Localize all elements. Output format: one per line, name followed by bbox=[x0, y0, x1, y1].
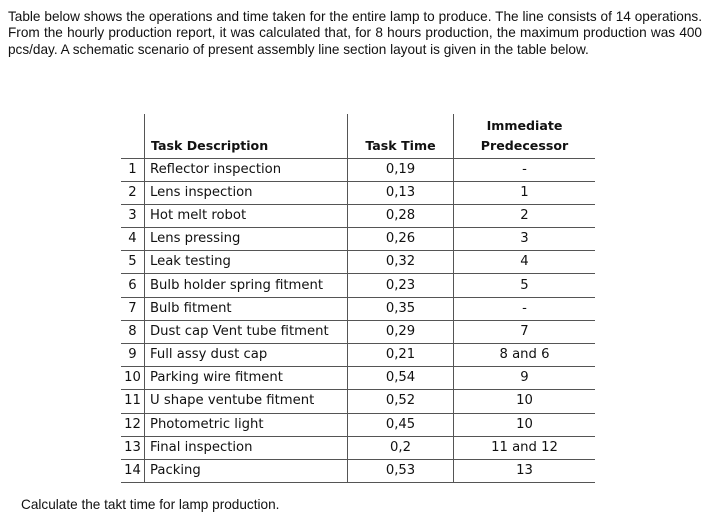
task-description-cell: Bulb holder spring fitment bbox=[145, 274, 348, 297]
task-number-cell: 13 bbox=[121, 436, 145, 459]
task-number-cell: 4 bbox=[121, 228, 145, 251]
task-number-cell: 12 bbox=[121, 413, 145, 436]
task-description-cell: Dust cap Vent tube fitment bbox=[145, 320, 348, 343]
table-row bbox=[121, 158, 595, 181]
task-number-cell: 2 bbox=[121, 181, 145, 204]
table-row bbox=[121, 228, 595, 251]
header-predecessor-line2: Predecessor bbox=[480, 137, 569, 153]
predecessor-cell: 11 and 12 bbox=[454, 436, 596, 459]
predecessor-cell: 13 bbox=[454, 459, 596, 482]
task-number-cell: 7 bbox=[121, 297, 145, 320]
task-time-cell: 0,29 bbox=[348, 320, 454, 343]
task-description-cell: Full assy dust cap bbox=[145, 344, 348, 367]
table-row bbox=[121, 251, 595, 274]
task-time-cell: 0,21 bbox=[348, 344, 454, 367]
table-row bbox=[121, 413, 595, 436]
task-time-cell: 0,2 bbox=[348, 436, 454, 459]
table-row bbox=[121, 297, 595, 320]
predecessor-cell: 10 bbox=[454, 413, 596, 436]
task-time-cell: 0,23 bbox=[348, 274, 454, 297]
task-number-cell: 5 bbox=[121, 251, 145, 274]
predecessor-cell: 7 bbox=[454, 320, 596, 343]
task-time-cell: 0,45 bbox=[348, 413, 454, 436]
table-row bbox=[121, 344, 595, 367]
task-description-cell: Reflector inspection bbox=[145, 158, 348, 181]
table-row bbox=[121, 459, 595, 482]
header-task-description: Task Description bbox=[145, 114, 348, 158]
intro-paragraph: Table below shows the operations and time taken for the entire lamp to produce. The line consists of 14 operations. From the hourly production report, it was calculated that, for 8 hours production, the maximum production was 400 pcs/day. A schematic scenario of present assembly line section layout is given in the table below. bbox=[8, 9, 702, 57]
table-body bbox=[121, 158, 595, 483]
task-description-cell: Photometric light bbox=[145, 413, 348, 436]
predecessor-cell: 5 bbox=[454, 274, 596, 297]
predecessor-cell: 8 and 6 bbox=[454, 344, 596, 367]
predecessor-cell: 3 bbox=[454, 228, 596, 251]
table-header-row bbox=[121, 114, 595, 158]
header-task-time: Task Time bbox=[348, 114, 454, 158]
task-time-cell: 0,32 bbox=[348, 251, 454, 274]
task-number-cell: 1 bbox=[121, 158, 145, 181]
predecessor-cell: 10 bbox=[454, 390, 596, 413]
task-time-cell: 0,35 bbox=[348, 297, 454, 320]
header-predecessor-line1: Immediate bbox=[486, 117, 563, 133]
task-number-cell: 6 bbox=[121, 274, 145, 297]
table-row bbox=[121, 390, 595, 413]
task-time-cell: 0,26 bbox=[348, 228, 454, 251]
predecessor-cell: 9 bbox=[454, 367, 596, 390]
task-time-cell: 0,53 bbox=[348, 459, 454, 482]
predecessor-cell: - bbox=[454, 297, 596, 320]
question-text: Calculate the takt time for lamp production. bbox=[21, 497, 280, 512]
table-row bbox=[121, 320, 595, 343]
predecessor-cell: 4 bbox=[454, 251, 596, 274]
task-number-cell: 11 bbox=[121, 390, 145, 413]
table-row bbox=[121, 204, 595, 227]
task-number-cell: 10 bbox=[121, 367, 145, 390]
task-number-cell: 9 bbox=[121, 344, 145, 367]
task-description-cell: Hot melt robot bbox=[145, 204, 348, 227]
task-number-cell: 8 bbox=[121, 320, 145, 343]
task-description-cell: Parking wire fitment bbox=[145, 367, 348, 390]
task-description-cell: Lens pressing bbox=[145, 228, 348, 251]
predecessor-cell: 2 bbox=[454, 204, 596, 227]
task-description-cell: Packing bbox=[145, 459, 348, 482]
task-time-cell: 0,54 bbox=[348, 367, 454, 390]
task-description-cell: Final inspection bbox=[145, 436, 348, 459]
task-time-cell: 0,52 bbox=[348, 390, 454, 413]
task-number-cell: 14 bbox=[121, 459, 145, 482]
task-description-cell: Leak testing bbox=[145, 251, 348, 274]
task-description-cell: U shape ventube fitment bbox=[145, 390, 348, 413]
header-number bbox=[121, 114, 145, 158]
task-time-cell: 0,19 bbox=[348, 158, 454, 181]
task-table bbox=[121, 114, 595, 483]
table-row bbox=[121, 181, 595, 204]
predecessor-cell: 1 bbox=[454, 181, 596, 204]
table-row bbox=[121, 436, 595, 459]
predecessor-cell: - bbox=[454, 158, 596, 181]
task-description-cell: Lens inspection bbox=[145, 181, 348, 204]
task-description-cell: Bulb fitment bbox=[145, 297, 348, 320]
task-time-cell: 0,28 bbox=[348, 204, 454, 227]
task-time-cell: 0,13 bbox=[348, 181, 454, 204]
table-row bbox=[121, 274, 595, 297]
table-row bbox=[121, 367, 595, 390]
task-number-cell: 3 bbox=[121, 204, 145, 227]
header-immediate-predecessor bbox=[454, 114, 596, 158]
